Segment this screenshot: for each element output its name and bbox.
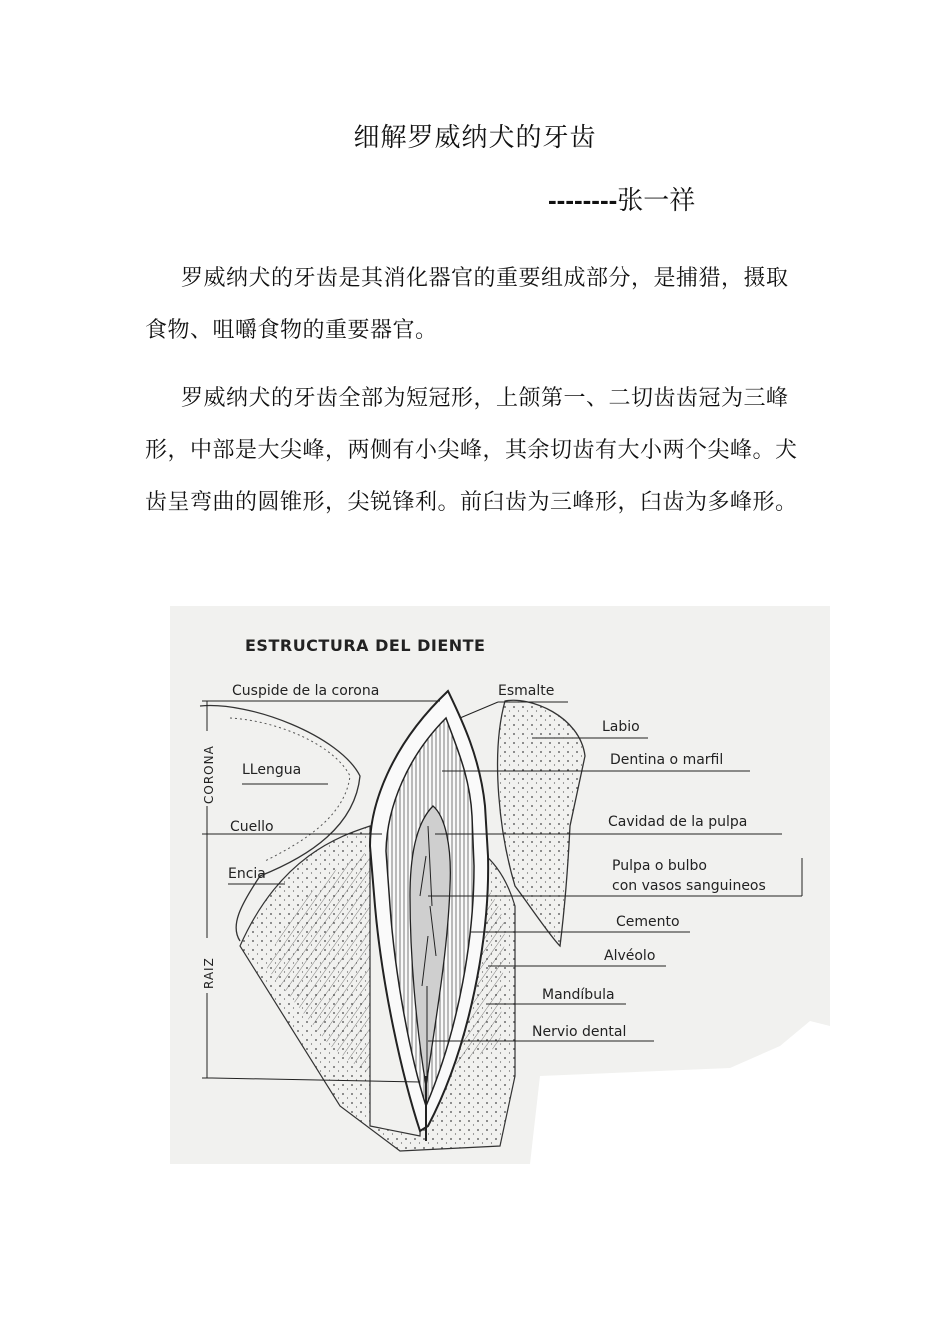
- label-nervio: Nervio dental: [532, 1024, 627, 1040]
- label-llengua: LLengua: [242, 762, 302, 778]
- figure-heading: ESTRUCTURA DEL DIENTE: [245, 636, 486, 655]
- paragraph-1: 罗威纳犬的牙齿是其消化器官的重要组成部分，是捕猎，摄取食物、咀嚼食物的重要器官。: [145, 266, 789, 343]
- label-alveolo: Alvéolo: [604, 948, 656, 964]
- label-cuspide: Cuspide de la corona: [232, 683, 380, 699]
- raiz-label: RAIZ: [202, 957, 216, 989]
- label-encia: Encia: [228, 866, 266, 882]
- corona-label: CORONA: [202, 745, 216, 804]
- label-cemento: Cemento: [616, 914, 680, 930]
- author-line: [548, 180, 695, 217]
- paper-patch: [530, 1021, 830, 1164]
- root-base-line: [212, 1078, 420, 1082]
- author-name: 张一祥: [617, 186, 696, 216]
- label-cuello: Cuello: [230, 819, 274, 835]
- tooth-diagram: [170, 606, 830, 1164]
- leader-esmalte: [460, 702, 498, 718]
- paragraph-2: 罗威纳犬的牙齿全部为短冠形，上颌第一、二切齿齿冠为三峰形，中部是大尖峰，两侧有小尖峰，其余切齿有大小两个尖峰。犬齿呈弯曲的圆锥形，尖锐锋利。前臼齿为三峰形，臼齿为多峰形。: [145, 386, 798, 515]
- tooth-structure-figure: [170, 606, 830, 1164]
- label-labio: Labio: [602, 719, 640, 735]
- label-pulpa-2: con vasos sanguineos: [612, 878, 766, 894]
- label-pulpa-1: Pulpa o bulbo: [612, 858, 707, 874]
- label-esmalte: Esmalte: [498, 683, 555, 699]
- label-cavidad: Cavidad de la pulpa: [608, 814, 748, 830]
- document-title: 细解罗威纳犬的牙齿: [353, 123, 597, 153]
- author-dash: --------: [548, 185, 618, 215]
- label-mandibula: Mandíbula: [542, 987, 615, 1003]
- label-dentina: Dentina o marfil: [610, 752, 724, 768]
- tongue-texture: [230, 718, 350, 861]
